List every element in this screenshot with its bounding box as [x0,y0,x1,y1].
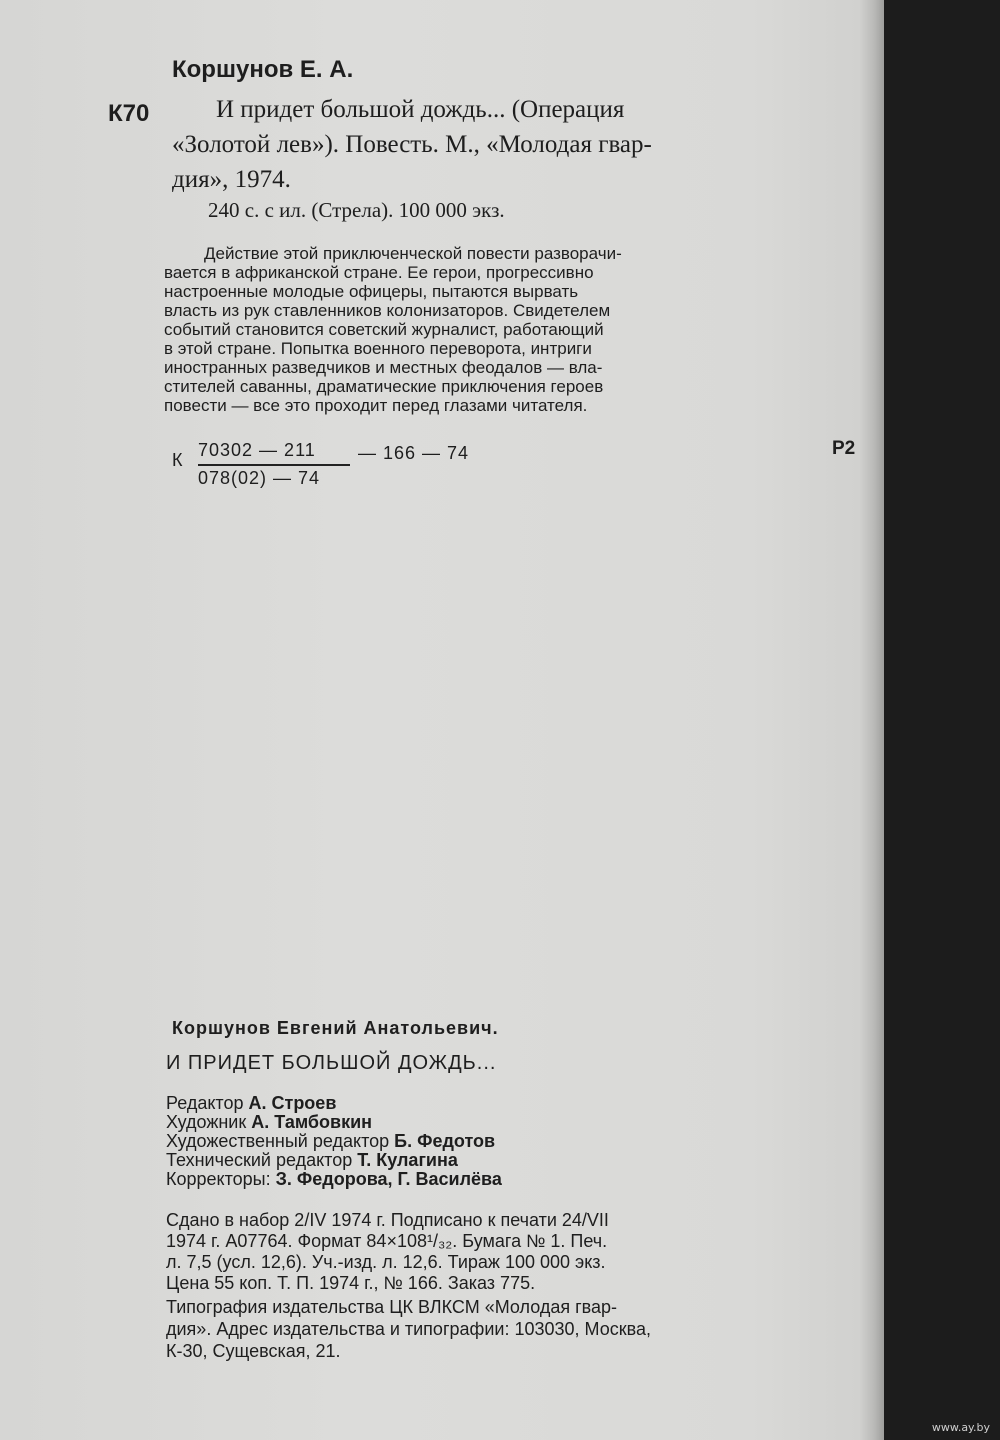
credit-tech-editor [166,1151,502,1170]
print-line: 1974 г. А07764. Формат 84×108¹/₃₂. Бумага № 1. Печ. [166,1231,608,1251]
print-line: Сдано в набор 2/IV 1974 г. Подписано к печати 24/VII [166,1210,609,1230]
credit-name: Б. Федотов [394,1131,496,1151]
watermark: www.ay.by [931,1421,990,1434]
code-fraction [198,440,321,488]
annotation-line: настроенные молодые офицеры, пытаются вырвать [164,282,579,301]
code-suffix: — 166 — 74 [358,443,470,463]
annotation-line: стителей саванны, драматические приключения героев [164,377,604,396]
code-prefix: К [172,450,183,470]
credit-role: Художник [166,1112,247,1132]
print-details [166,1210,872,1294]
credit-name: А. Тамбовкин [251,1112,373,1132]
card-index: К70 [108,100,150,127]
print-line: л. 7,5 (усл. 12,6). Уч.-изд. л. 12,6. Тираж 100 000 экз. [166,1252,606,1272]
annotation-line: в этой стране. Попытка военного переворота, интриги [164,339,592,358]
credit-name: Т. Кулагина [357,1150,458,1170]
code-numerator: 70302 — 211 [198,440,316,460]
print-line: Цена 55 коп. Т. П. 1974 г., № 166. Заказ 775. [166,1273,536,1293]
card-title [172,92,856,197]
credit-role: Технический редактор [166,1150,353,1170]
colophon-author: Коршунов Евгений Анатольевич. [172,1018,499,1038]
credit-role: Художественный редактор [166,1131,390,1151]
annotation-line: иностранных разведчиков и местных феодалов — вла- [164,358,603,377]
credit-editor [166,1094,502,1113]
credit-proofreaders [166,1170,502,1189]
card-title-line: «Золотой лев»). Повесть. М., «Молодая гвар- [172,131,652,158]
card-title-line: дия», 1974. [172,166,291,193]
printer-line: Типография издательства ЦК ВЛКСМ «Молодая гвар- [166,1297,618,1317]
card-pages: 240 с. с ил. (Стрела). 100 000 экз. [208,198,505,222]
code-denominator: 078(02) — 74 [198,468,321,488]
classification: Р2 [832,438,856,459]
printer-line: К-30, Сущевская, 21. [166,1341,341,1361]
card-author: Коршунов Е. А. [172,56,354,83]
credit-name: А. Строев [248,1093,337,1113]
card-annotation [164,244,858,415]
fraction-bar [198,464,350,466]
credit-artist [166,1113,502,1132]
annotation-line: вается в африканской стране. Ее герои, прогрессивно [164,263,594,282]
credit-role: Редактор [166,1093,244,1113]
annotation-line: Действие этой приключенческой повести разворачи- [204,244,622,263]
annotation-line: событий становится советский журналист, работающий [164,320,604,339]
credit-art-editor [166,1132,502,1151]
annotation-line: повести — все это проходит перед глазами читателя. [164,396,588,415]
printer-line: дия». Адрес издательства и типографии: 103030, Москва, [166,1319,651,1339]
card-title-line: И придет большой дождь... (Операция [216,96,625,123]
colophon-credits [166,1094,502,1189]
credit-role: Корректоры: [166,1169,271,1189]
printer-address [166,1296,874,1362]
credit-name: З. Федорова, Г. Василёва [275,1169,502,1189]
annotation-line: власть из рук ставленников колонизаторов. Свидетелем [164,301,611,320]
colophon-title: И ПРИДЕТ БОЛЬШОЙ ДОЖДЬ... [166,1052,497,1074]
